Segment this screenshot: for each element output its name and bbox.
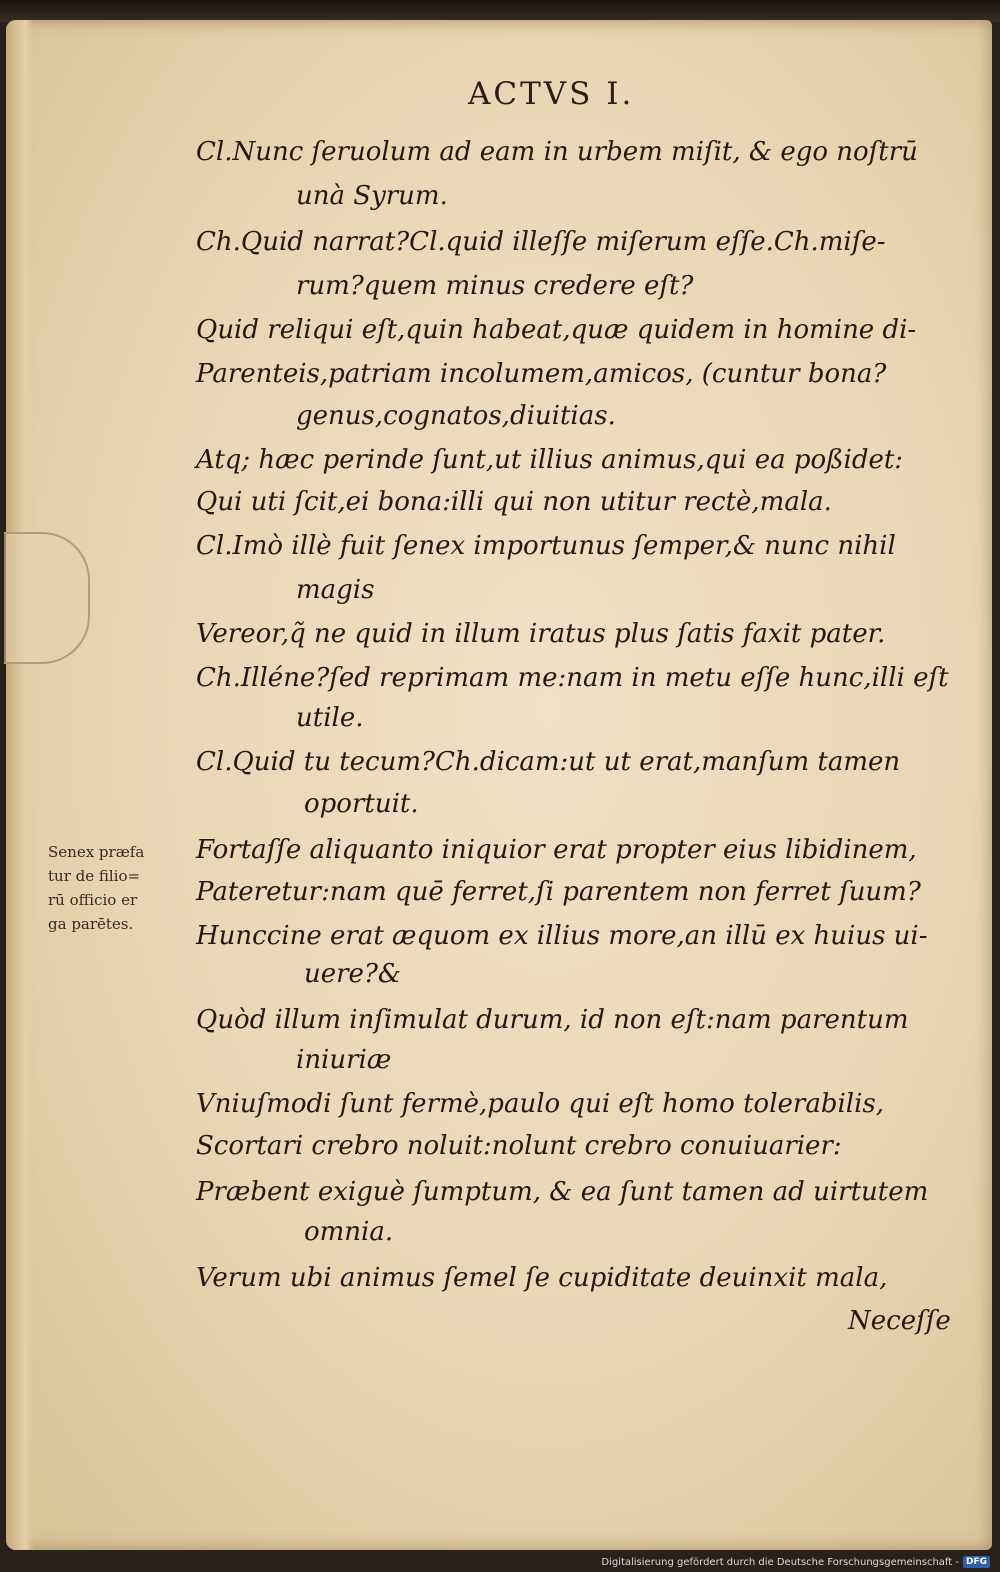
page-tab-outline <box>4 532 90 664</box>
text-line: utile. <box>296 703 364 733</box>
text-line: Præbent exiguè ſumptum, & ea ſunt tamen ad uirtutem <box>196 1177 929 1207</box>
margin-note <box>48 840 208 936</box>
text-line: Fortaſſe aliquanto iniquior erat propter eius libidinem, <box>196 835 917 865</box>
text-line: Ch.Quid narrat?Cl.quid illeſſe miſerum eſſe.Ch.miſe- <box>196 227 886 257</box>
dfg-logo-icon: DFG <box>963 1556 990 1568</box>
text-line: Verum ubi animus ſemel ſe cupiditate deuinxit mala, <box>196 1263 888 1293</box>
text-line: Quòd illum inſimulat durum, id non eſt:nam parentum <box>196 1005 909 1035</box>
text-line: Quid reliqui eſt,quin habeat,quæ quidem in homine di- <box>196 315 917 345</box>
text-line: Vniuſmodi ſunt fermè,paulo qui eſt homo tolerabilis, <box>196 1089 885 1119</box>
scan-top-edge <box>0 0 1000 22</box>
text-line: rum?quem minus credere eſt? <box>296 271 694 301</box>
text-line: Parenteis,patriam incolumem,amicos, (cuntur bona? <box>196 359 887 389</box>
text-line: oportuit. <box>304 789 419 819</box>
catchword: Neceſſe <box>848 1306 951 1336</box>
text-line: Scortari crebro noluit:nolunt crebro conuiuarier: <box>196 1131 842 1161</box>
page-gutter <box>6 20 34 1550</box>
text-line: Pateretur:nam quē ferret,ſi parentem non ferret ſuum? <box>196 877 921 907</box>
text-line: Cl.Nunc ſeruolum ad eam in urbem miſit, & ego noſtrū <box>196 137 918 167</box>
margin-note-line: tur de filio= <box>48 867 141 885</box>
running-title: ACTVS I. <box>468 76 635 112</box>
text-line: uere?& <box>304 959 402 989</box>
text-line: Atq; hæc perinde ſunt,ut illius animus,qui ea poßidet: <box>196 445 904 475</box>
credit-text: Digitalisierung gefördert durch die Deutsche Forschungsgemeinschaft - <box>601 1556 959 1568</box>
digitization-credit <box>601 1556 990 1568</box>
text-line: genus,cognatos,diuitias. <box>296 401 616 431</box>
text-line: Qui uti ſcit,ei bona:illi qui non utitur rectè,mala. <box>196 487 832 517</box>
text-line: Hunccine erat æquom ex illius more,an illū ex huius ui- <box>196 921 928 951</box>
text-line: Vereor,q̃ ne quid in illum iratus plus ſatis faxit pater. <box>196 619 886 649</box>
text-line: Ch.Illéne?ſed reprimam me:nam in metu eſſe hunc,illi eſt <box>196 663 949 693</box>
margin-note-line: ga parētes. <box>48 915 134 933</box>
text-line: omnia. <box>304 1217 394 1247</box>
text-line: Cl.Quid tu tecum?Ch.dicam:ut ut erat,manſum tamen <box>196 747 901 777</box>
text-line: Cl.Imò illè fuit ſenex importunus ſemper,& nunc nihil <box>196 531 896 561</box>
text-line: magis <box>296 575 375 605</box>
margin-note-line: rū officio er <box>48 891 138 909</box>
margin-note-line: Senex præfa <box>48 843 145 861</box>
text-line: iniuriæ <box>296 1045 392 1075</box>
text-line: unà Syrum. <box>296 181 448 211</box>
